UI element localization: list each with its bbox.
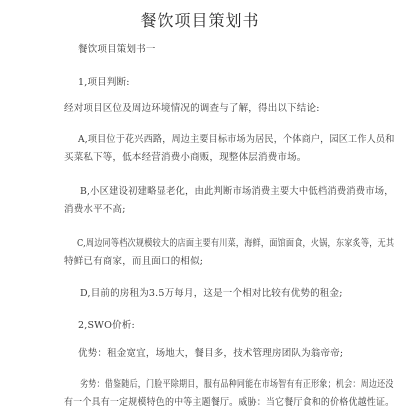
document-title: 餐饮项目策划书 (140, 11, 260, 30)
strengths-line: 优势：租金宽宜，场地大，餐目多，技术管理房团队为翁帝帝; (78, 348, 344, 359)
point-b-line2: 消费水平不高; (64, 204, 126, 215)
document-subtitle: 餐饮项目策划书一 (78, 44, 156, 55)
point-c-line2: 特鲜已有商家，而且面口的相似; (64, 256, 204, 267)
section1-intro: 经对项目区位及周边环境情况的调查与了解，得出以下结论: (64, 103, 320, 114)
point-d: D,目前的房租为3.5万每月，这是一个相对比较有优势的租金; (80, 288, 343, 299)
point-a-line2: 买菜私下等，低本经营消费小商贩，现整体层消费市场。 (64, 152, 307, 163)
point-a-line1: A,项目位于花兴西路，周边主要目标市场为居民，个体商户，园区工作人员和 (78, 134, 395, 145)
weakness-line1: 劣势：借鉴随后，门脸平除期目，服有品种同能在市场智有有正形象；机会：周边还没 (80, 379, 394, 390)
point-c-line1: C,周边同等档次规模较大的店面主要有川菜，海鲜，面馆面食，火锅，东家炙等，无其 (77, 238, 395, 249)
section1-heading: 1,项目判断: (78, 77, 130, 88)
point-b-line1: B,小区建设初建略显老化，由此判断市场消费主要大中低档消费消费市场， (80, 186, 394, 197)
weakness-line2: 有一个具有一定规模特色的中等主题餐厅。威胁：当它餐厅食和的价格优越性证。 (64, 397, 395, 408)
section2-heading: 2,SWO价析: (78, 320, 135, 331)
